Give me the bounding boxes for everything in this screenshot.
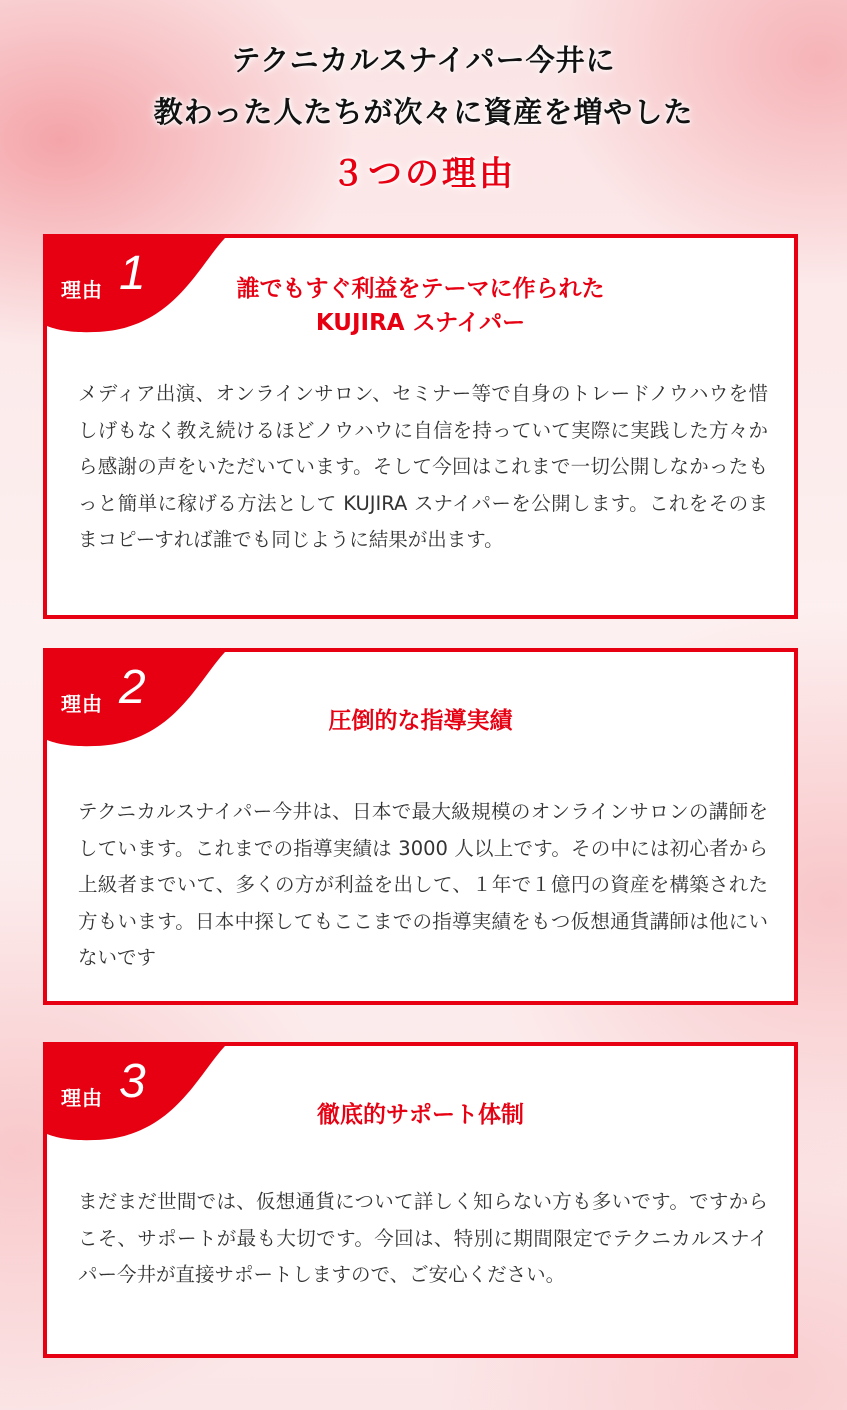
reason-title	[47, 704, 794, 738]
headline-line-1: テクニカルスナイパー今井に	[231, 43, 616, 77]
reason-card-1	[43, 234, 798, 619]
reason-card-3	[43, 1042, 798, 1358]
badge-label: 理由	[61, 692, 103, 716]
reason-title-line: KUJIRA スナイパー	[315, 310, 526, 336]
badge-number: 1	[119, 247, 146, 300]
headline-line-2: 教わった人たちが次々に資産を増やした	[153, 95, 694, 129]
badge-label: 理由	[61, 1086, 103, 1110]
reason-body: メディア出演、オンラインサロン、セミナー等で自身のトレードノウハウを惜しげもなく教え続けるほどノウハウに自信を持っていて実際に実践した方々から感謝の声をいただいています。そして今回はこれまで一切公開しなかったもっと簡単に稼げる方法として KUJIRA スナイパーを公開します。これをそのままコピーすれば誰でも同じように結果が出ます。	[78, 382, 768, 551]
reason-title-line: 徹底的サポート体制	[317, 1102, 524, 1128]
reason-title-line: 圧倒的な指導実績	[328, 708, 513, 734]
headline-accent: ３つの理由	[331, 154, 516, 194]
reason-card-2	[43, 648, 798, 1005]
reason-title-line: 誰でもすぐ利益をテーマに作られた	[236, 276, 605, 302]
reason-title	[47, 1098, 794, 1132]
reason-title	[47, 272, 794, 340]
badge-number: 2	[119, 661, 146, 714]
badge-label: 理由	[61, 278, 103, 302]
reason-body: まだまだ世間では、仮想通貨について詳しく知らない方も多いです。ですからこそ、サポートが最も大切です。今回は、特別に期間限定でテクニカルスナイパー今井が直接サポートしますので、ご安心ください。	[78, 1190, 768, 1286]
badge-number: 3	[119, 1055, 146, 1108]
reason-body: テクニカルスナイパー今井は、日本で最大級規模のオンラインサロンの講師をしています。これまでの指導実績は 3000 人以上です。その中には初心者から上級者までいて、多くの方が利益を出して、１年で１億円の資産を構築された方もいます。日本中探してもここまでの指導実績をもつ仮想通貨講師は他にいないです	[78, 800, 768, 969]
